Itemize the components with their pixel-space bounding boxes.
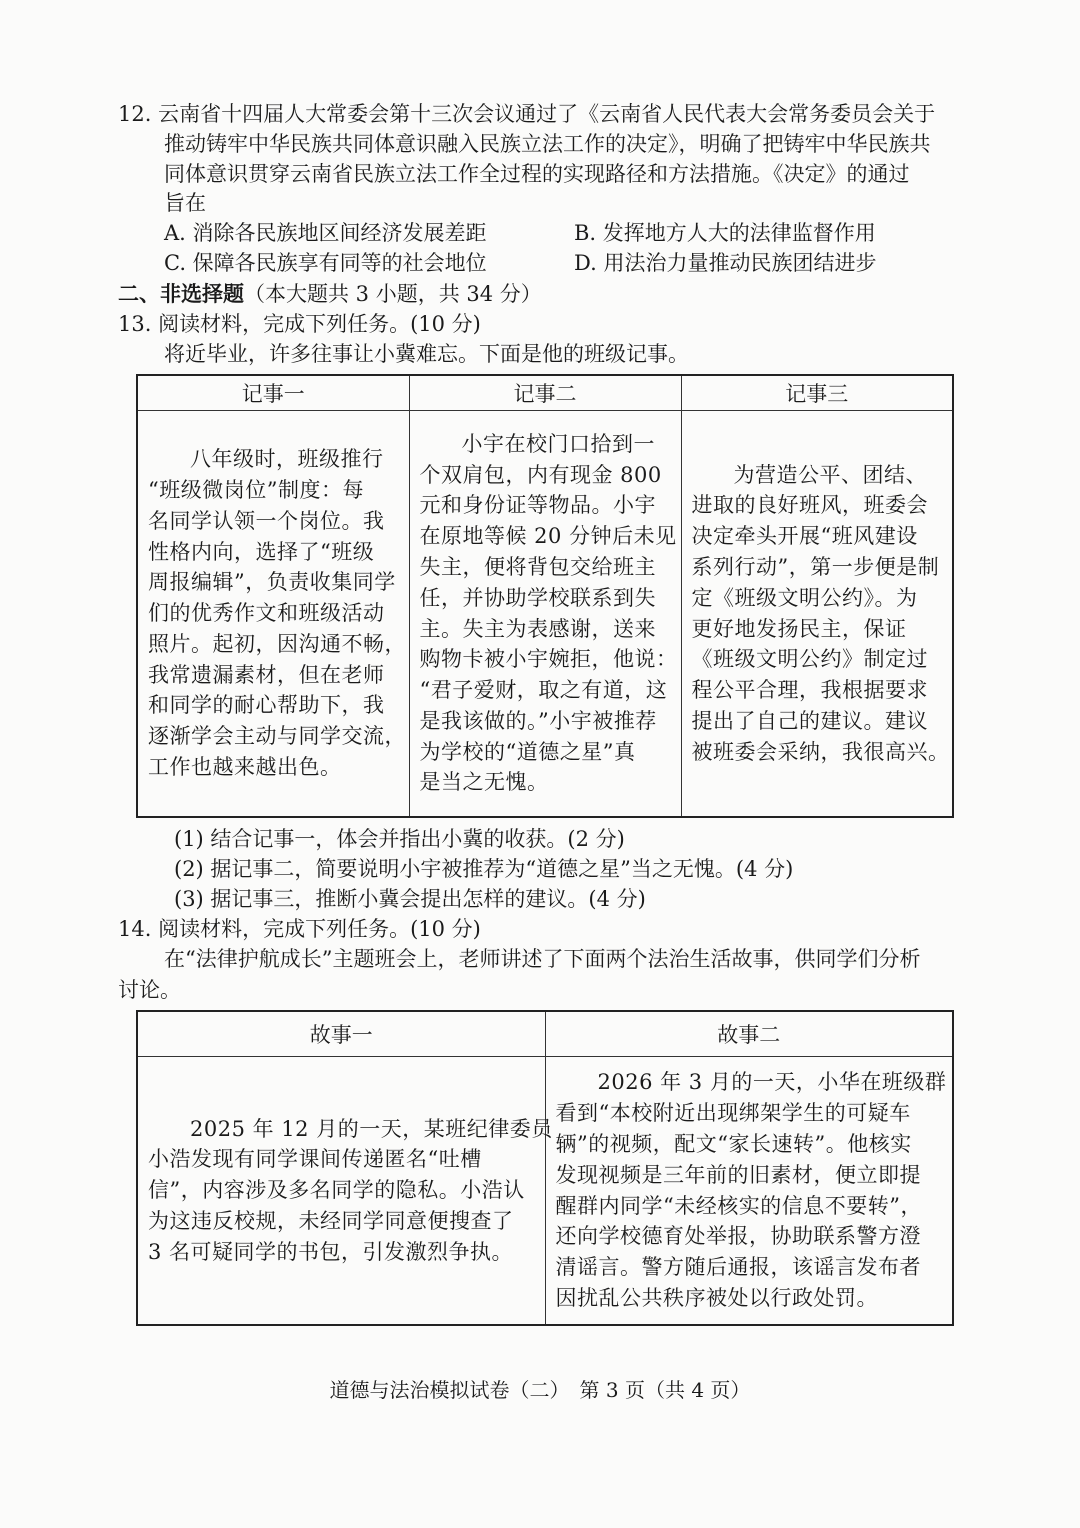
q13-cell-1	[137, 411, 409, 818]
cell-line: 八年级时，班级推行	[190, 447, 384, 472]
cell-line: 和同学的耐心帮助下，我	[148, 693, 385, 718]
q13-cell-3-text	[691, 460, 950, 768]
q13-table	[136, 374, 954, 818]
q13-task-2: (2) 据记事二，简要说明小宇被推荐为“道德之星”当之无愧。(4 分)	[174, 857, 794, 881]
cell-line: 清谣言。警方随后通报，该谣言发布者	[555, 1255, 921, 1280]
q14-table-header-row	[137, 1011, 953, 1057]
q13-cell-2	[409, 411, 681, 818]
q13-table-header-row	[137, 375, 953, 411]
q14-header-2: 故事二	[545, 1011, 953, 1057]
cell-line: 主。失主为表感谢，送来	[419, 616, 656, 641]
cell-line: 定《班级文明公约》。为	[691, 585, 918, 610]
q13-header-1: 记事一	[137, 375, 409, 411]
cell-line: 看到“本校附近出现绑架学生的可疑车	[555, 1101, 911, 1126]
section-2-heading	[118, 279, 542, 309]
q14-cell-2-text	[555, 1067, 947, 1313]
q13-cell-2-text	[419, 429, 678, 799]
cell-line: 逐渐学会主动与同学交流，	[148, 724, 406, 749]
cell-line: 们的优秀作文和班级活动	[148, 601, 385, 626]
q13-stem: 13. 阅读材料，完成下列任务。(10 分)	[118, 312, 481, 336]
cell-line: 信”，内容涉及多名同学的隐私。小浩认	[148, 1178, 525, 1203]
section-2-title: 二、非选择题	[118, 281, 244, 306]
q14-cell-1	[137, 1057, 553, 1326]
cell-line: 发现视频是三年前的旧素材，便立即提	[555, 1162, 921, 1187]
cell-line: “班级微岗位”制度：每	[148, 477, 364, 502]
cell-line: 购物卡被小宇婉拒，他说：	[419, 647, 678, 672]
cell-line: 决定牵头开展“班风建设	[691, 524, 918, 549]
cell-line: 我常遗漏素材，但在老师	[148, 662, 385, 687]
q14-intro-line-2: 讨论。	[118, 978, 181, 1002]
cell-line: 为学校的“道德之星”真	[419, 739, 636, 764]
q13-table-body-row	[137, 411, 953, 818]
cell-line: 还向学校德育处举报，协助联系警方澄	[555, 1224, 921, 1249]
cell-line: 2025 年 12 月的一天，某班纪律委员	[190, 1116, 553, 1141]
cell-line: 任，并协助学校联系到失	[419, 585, 656, 610]
cell-line: 是当之无愧。	[419, 770, 549, 795]
q12-line-2: 推动铸牢中华民族共同体意识融入民族立法工作的决定》，明确了把铸牢中华民族共	[164, 132, 931, 156]
cell-line: 名同学认领一个岗位。我	[148, 508, 385, 533]
q13-header-2: 记事二	[409, 375, 681, 411]
cell-line: 2026 年 3 月的一天，小华在班级群	[597, 1070, 947, 1095]
cell-line: 失主，便将背包交给班主	[419, 554, 656, 579]
cell-line: 进取的良好班风，班委会	[691, 493, 928, 518]
cell-line: 为营造公平、团结、	[733, 462, 927, 487]
cell-line: 为这违反校规，未经同学同意便搜查了	[148, 1208, 514, 1233]
q14-header-1: 故事一	[137, 1011, 545, 1057]
cell-line: 《班级文明公约》制定过	[691, 647, 928, 672]
q14-table-body-row	[137, 1057, 953, 1326]
q13-task-3: (3) 据记事三，推断小冀会提出怎样的建议。(4 分)	[174, 887, 646, 911]
q13-cell-3	[681, 411, 953, 818]
q12-line-1: 12. 云南省十四届人大常委会第十三次会议通过了《云南省人民代表大会常务委员会关于	[118, 102, 936, 126]
cell-line: 程公平合理，我根据要求	[691, 678, 928, 703]
q13-header-3: 记事三	[681, 375, 953, 411]
cell-line: 照片。起初，因沟通不畅，	[148, 631, 406, 656]
cell-line: 系列行动”，第一步便是制	[691, 554, 940, 579]
cell-line: 更好地发扬民主，保证	[691, 616, 907, 641]
q13-intro: 将近毕业，许多往事让小冀难忘。下面是他的班级记事。	[164, 342, 689, 366]
cell-line: 辆”的视频，配文“家长速转”。他核实	[555, 1131, 912, 1156]
q14-cell-1-text	[148, 1114, 553, 1268]
q13-cell-1-text	[148, 444, 406, 783]
q12-option-d: D. 用法治力量推动民族团结进步	[574, 251, 877, 275]
cell-line: 3 名可疑同学的书包，引发激烈争执。	[148, 1239, 514, 1264]
page-footer: 道德与法治模拟试卷（二） 第 3 页（共 4 页）	[329, 1378, 751, 1402]
q13-task-1: (1) 结合记事一，体会并指出小冀的收获。(2 分)	[174, 827, 625, 851]
section-2-note: （本大题共 3 小题，共 34 分）	[244, 282, 542, 306]
cell-line: 元和身份证等物品。小宇	[419, 493, 656, 518]
q12-option-c: C. 保障各民族享有同等的社会地位	[164, 251, 487, 275]
cell-line: 小宇在校门口拾到一	[461, 431, 655, 456]
cell-line: 醒群内同学“未经核实的信息不要转”，	[555, 1193, 922, 1218]
cell-line: 小浩发现有同学课间传递匿名“吐槽	[148, 1147, 482, 1172]
cell-line: 性格内向，选择了“班级	[148, 539, 375, 564]
cell-line: 工作也越来越出色。	[148, 755, 342, 780]
q14-stem: 14. 阅读材料，完成下列任务。(10 分)	[118, 917, 481, 941]
cell-line: 在原地等候 20 分钟后未见	[419, 524, 677, 549]
q14-table	[136, 1010, 954, 1326]
cell-line: 是我该做的。”小宇被推荐	[419, 708, 657, 733]
q12-line-4: 旨在	[164, 191, 206, 215]
cell-line: 提出了自己的建议。建议	[691, 708, 928, 733]
q14-intro-line-1: 在“法律护航成长”主题班会上，老师讲述了下面两个法治生活故事，供同学们分析	[164, 947, 921, 971]
cell-line: “君子爱财，取之有道，这	[419, 678, 668, 703]
cell-line: 个双肩包，内有现金 800	[419, 462, 662, 487]
q12-line-3: 同体意识贯穿云南省民族立法工作全过程的实现路径和方法措施。《决定》的通过	[164, 162, 910, 186]
cell-line: 因扰乱公共秩序被处以行政处罚。	[555, 1285, 878, 1310]
q14-cell-2	[545, 1057, 953, 1326]
q12-option-b: B. 发挥地方人大的法律监督作用	[574, 221, 876, 245]
cell-line: 周报编辑”，负责收集同学	[148, 570, 396, 595]
cell-line: 被班委会采纳，我很高兴。	[691, 739, 950, 764]
q12-option-a: A. 消除各民族地区间经济发展差距	[164, 221, 487, 245]
